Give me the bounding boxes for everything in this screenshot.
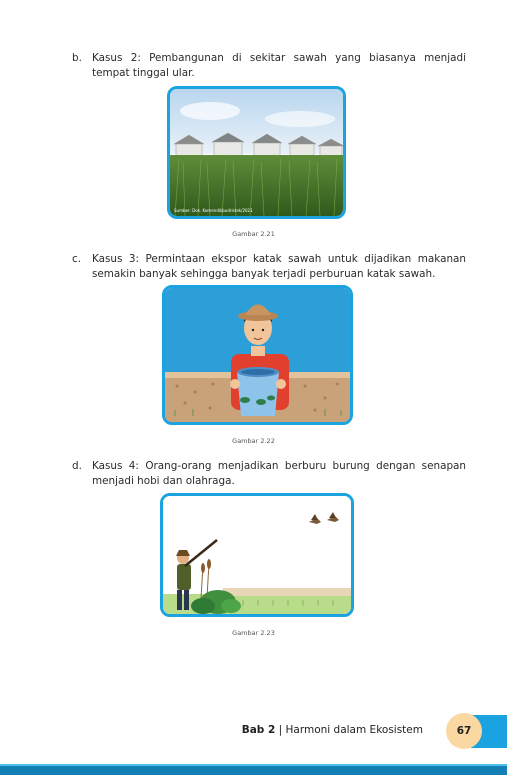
case-text: Kasus 4: Orang-orang menjadikan berburu burung dengan senapan menjadi hobi dan olahraga. (92, 460, 466, 487)
case-letter: d. (72, 460, 82, 472)
case-text: Kasus 3: Permintaan ekspor katak sawah untuk dijadikan makanan semakin banyak sehingga banyak terjadi perburuan katak sawah. (92, 253, 466, 280)
figure-2-23-bird-hunter (160, 493, 354, 617)
figure-caption: Gambar 2.21 (232, 230, 275, 238)
bottom-bar (0, 766, 507, 775)
figure-2-22-frog-hunter (162, 285, 353, 425)
image-credit: Sumber: Dok. Kemendikbudristek/2021 (174, 208, 253, 213)
page-number: 67 (446, 713, 482, 749)
chapter-label: Bab 2 (241, 724, 276, 736)
case-item-c (72, 252, 466, 282)
case-text: Kasus 2: Pembangunan di sekitar sawah yang biasanya menjadi tempat tinggal ular. (92, 52, 466, 79)
chapter-title: Harmoni dalam Ekosistem (285, 724, 423, 736)
case-letter: c. (72, 253, 82, 265)
figure-2-21-rice-field (167, 86, 346, 219)
figure-caption: Gambar 2.22 (232, 437, 275, 445)
case-item-d (72, 459, 466, 489)
footer-chapter-title (242, 724, 423, 736)
figure-caption: Gambar 2.23 (232, 629, 275, 637)
case-item-b (72, 51, 466, 81)
case-letter: b. (72, 52, 82, 64)
bird-hunter-illustration (163, 496, 351, 614)
footer-separator: | (275, 724, 286, 736)
rice-field-houses-image (170, 89, 343, 216)
frog-hunter-illustration (165, 288, 350, 422)
